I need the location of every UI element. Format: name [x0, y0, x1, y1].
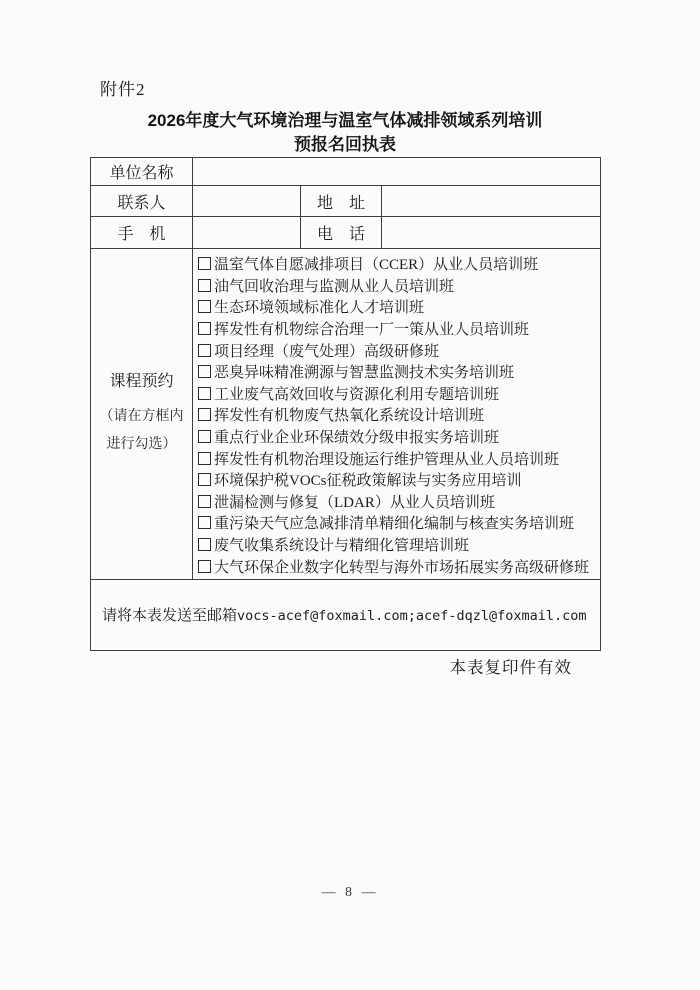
checkbox-icon: [198, 322, 211, 335]
document-title: [90, 109, 600, 157]
checkbox-icon: [198, 300, 211, 313]
course-option-label: 大气环保企业数字化转型与海外市场拓展实务高级研修班: [214, 559, 590, 576]
checkbox-icon: [198, 408, 211, 421]
course-option-label: 温室气体自愿减排项目（CCER）从业人员培训班: [214, 257, 539, 274]
course-option-label: 挥发性有机物废气热氧化系统设计培训班: [214, 408, 485, 425]
mobile-label: 手 机: [91, 217, 193, 249]
course-section-label-cell: [91, 249, 193, 580]
checkbox-icon: [198, 538, 211, 551]
address-label: 地 址: [301, 186, 382, 217]
checkbox-icon: [198, 495, 211, 508]
copy-valid-note: 本表复印件有效: [449, 658, 572, 677]
course-option-label: 泄漏检测与修复（LDAR）从业人员培训班: [214, 494, 495, 511]
email-note-addresses: vocs-acef@foxmail.com;acef-dqzl@foxmail.com: [237, 608, 587, 625]
course-option: [198, 426, 598, 448]
title-line-1: 2026年度大气环境治理与温室气体减排领域系列培训: [147, 111, 543, 130]
course-option: [198, 339, 598, 361]
course-option: [198, 296, 598, 318]
course-option-label: 恶臭异味精准溯源与智慧监测技术实务培训班: [214, 365, 515, 382]
unit-name-row: [91, 158, 601, 186]
course-option: [198, 318, 598, 340]
unit-name-label: 单位名称: [91, 158, 193, 186]
attachment-label: 附件2: [100, 80, 146, 99]
course-option: [198, 447, 598, 469]
checkbox-icon: [198, 279, 211, 292]
phone-label: 电 话: [301, 217, 382, 249]
course-option: [198, 404, 598, 426]
course-option: [198, 512, 598, 534]
title-line-2: 预报名回执表: [294, 135, 396, 154]
email-note-row: [91, 579, 601, 650]
mobile-value-cell: [193, 217, 301, 249]
unit-name-value-cell: [193, 158, 601, 186]
course-option: [198, 469, 598, 491]
course-option-label: 挥发性有机物综合治理一厂一策从业人员培训班: [214, 322, 530, 339]
checkbox-icon: [198, 452, 211, 465]
contact-value-cell: [193, 186, 301, 217]
course-option-label: 生态环境领域标准化人才培训班: [214, 300, 425, 317]
email-note-prefix: 请将本表发送至邮箱: [102, 608, 238, 625]
course-option-label: 挥发性有机物治理设施运行维护管理从业人员培训班: [214, 451, 560, 468]
course-option-label: 重点行业企业环保绩效分级申报实务培训班: [214, 430, 500, 447]
checkbox-icon: [198, 365, 211, 378]
address-value-cell: [382, 186, 601, 217]
checkbox-icon: [198, 516, 211, 529]
contact-label: 联系人: [91, 186, 193, 217]
course-list-cell: [193, 249, 601, 580]
course-selection-row: [91, 249, 601, 580]
phone-value-cell: [382, 217, 601, 249]
checkbox-icon: [198, 473, 211, 486]
checkbox-icon: [198, 257, 211, 270]
course-option: [198, 361, 598, 383]
email-note-cell: [91, 579, 601, 650]
course-option: [198, 555, 598, 577]
course-option-label: 重污染天气应急减排清单精细化编制与核查实务培训班: [214, 516, 575, 533]
course-section-sublabel-line2: 进行勾选）: [106, 437, 177, 453]
checkbox-icon: [198, 560, 211, 573]
course-section-sublabel-line1: （请在方框内: [99, 409, 184, 425]
course-section-label: 课程预约: [109, 373, 174, 391]
course-option-label: 油气回收治理与监测从业人员培训班: [214, 278, 455, 295]
course-option-label: 工业废气高效回收与资源化利用专题培训班: [214, 386, 500, 403]
course-option: [198, 275, 598, 297]
registration-form-table: [90, 157, 601, 651]
course-option: [198, 253, 598, 275]
checkbox-icon: [198, 344, 211, 357]
contact-address-row: [91, 186, 601, 217]
checkbox-icon: [198, 387, 211, 400]
course-option-label: 项目经理（废气处理）高级研修班: [214, 343, 440, 360]
course-option-label: 环境保护税VOCs征税政策解读与实务应用培训: [214, 473, 522, 490]
mobile-phone-row: [91, 217, 601, 249]
page-number: — 8 —: [321, 885, 379, 900]
checkbox-icon: [198, 430, 211, 443]
course-option: [198, 383, 598, 405]
course-option: [198, 534, 598, 556]
course-option: [198, 491, 598, 513]
course-option-label: 废气收集系统设计与精细化管理培训班: [214, 538, 470, 555]
